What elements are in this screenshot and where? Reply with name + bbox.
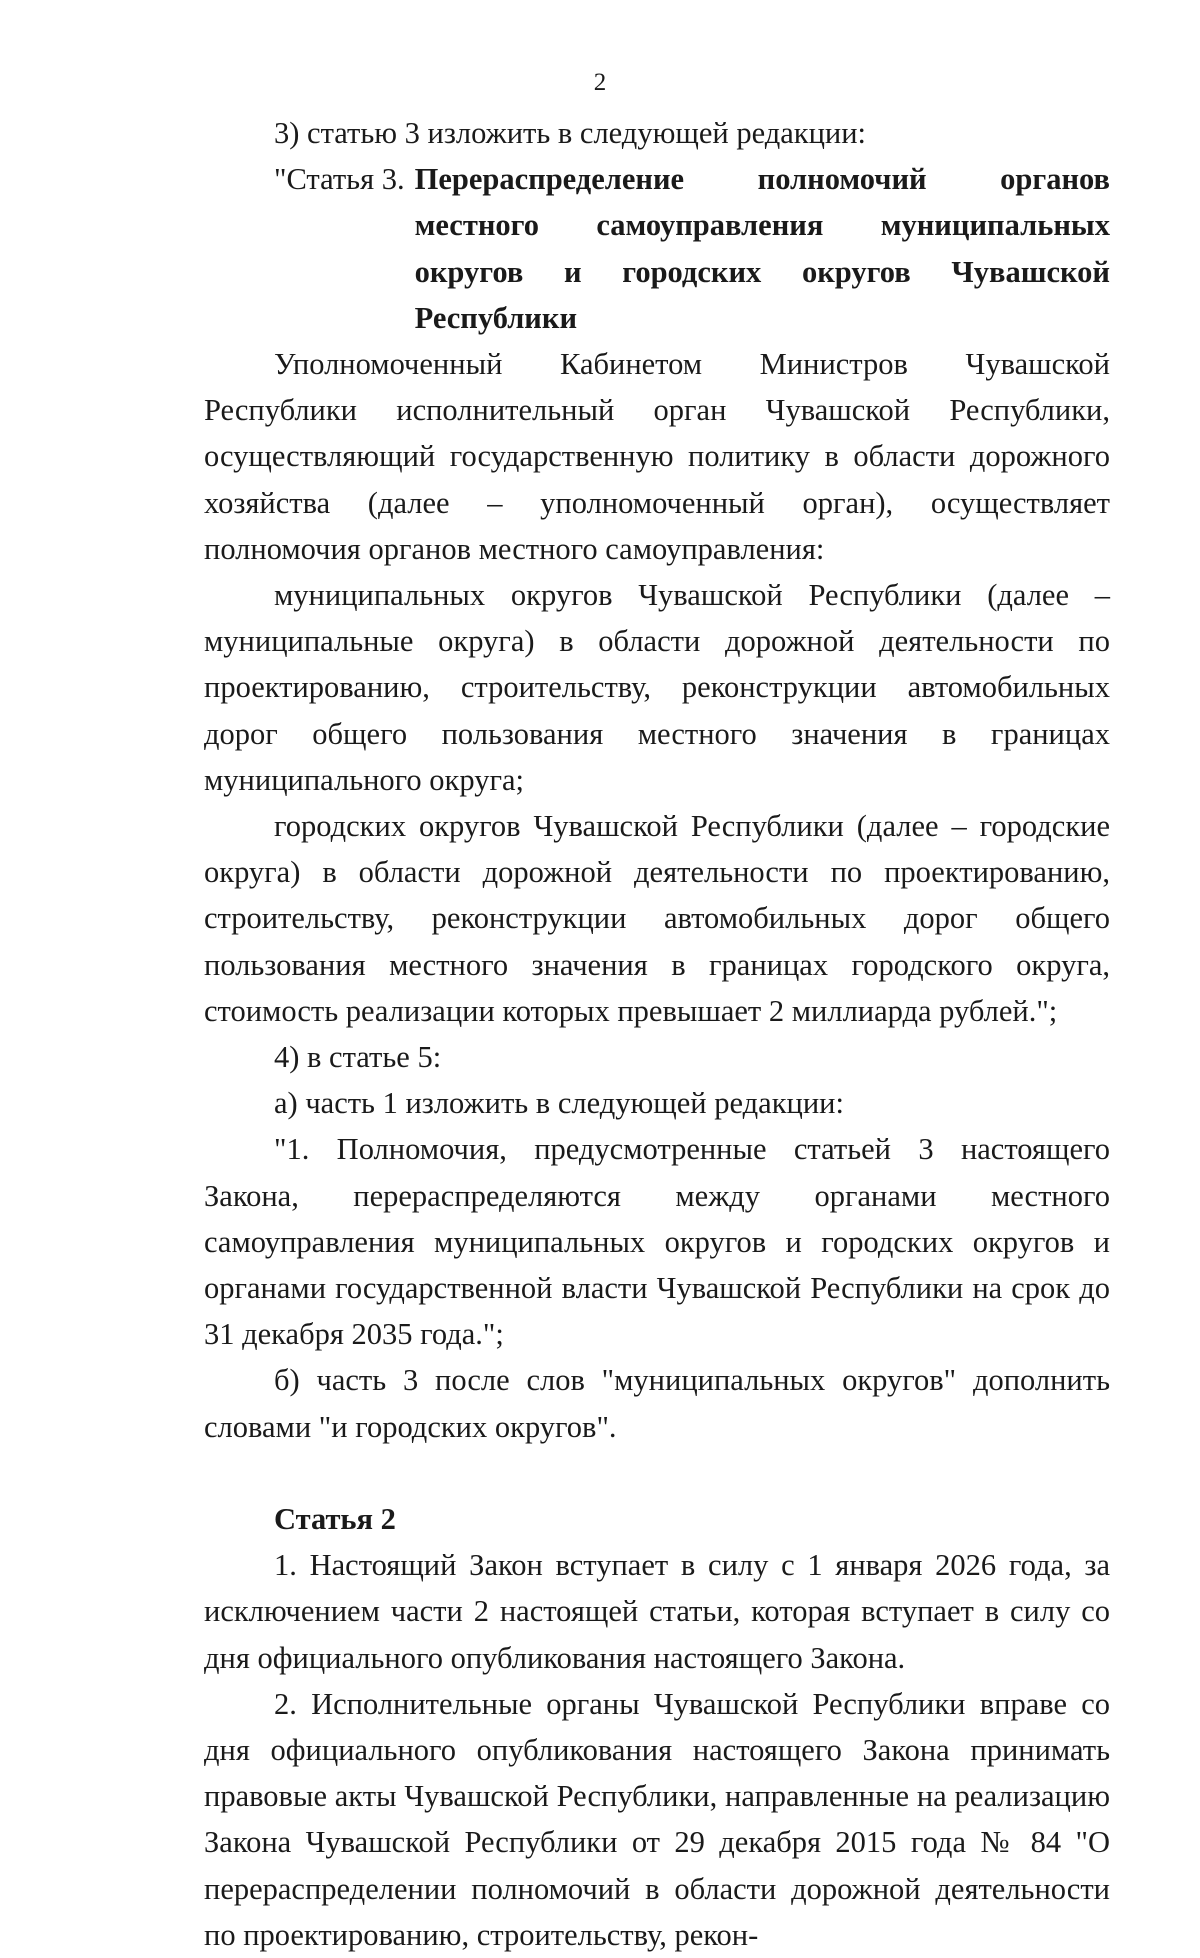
article-3-prefix: "Статья 3. xyxy=(274,162,405,197)
paragraph-amendment-3: 3) статью 3 изложить в следующей редакции: xyxy=(274,116,867,150)
paragraph-city-districts: городских округов Чувашской Республики (далее – городские округа) в области дорожной деятельности по проектированию, строительству, реконструкции автомобильных дорог общего пользования местного значения в границах городского округа, стоимость реализации которых превышает 2 миллиарда рублей."; xyxy=(204,809,1110,1028)
document-body xyxy=(204,110,1110,1958)
article-3-title: Перераспределение полномочий органов местного самоуправления муниципальных округов и городских округов Чувашской Республики xyxy=(414,162,1110,335)
paragraph-authorized-body: Уполномоченный Кабинетом Министров Чувашской Республики исполнительный орган Чувашской Республики, осуществляющий государственную политику в области дорожного хозяйства (далее – уполномоченный орган), осуществляет полномочия органов местного самоуправления: xyxy=(204,347,1110,566)
paragraph-part-a: а) часть 1 изложить в следующей редакции: xyxy=(274,1086,844,1121)
article-2-heading: Статья 2 xyxy=(274,1501,396,1536)
page-number: 2 xyxy=(593,69,607,96)
paragraph-part-b: б) часть 3 после слов "муниципальных округов" дополнить словами "и городских округов". xyxy=(204,1363,1110,1444)
paragraph-part-1-text: "1. Полномочия, предусмотренные статьей 3 настоящего Закона, перераспределяются между органами местного самоуправления муниципальных округов и городских округов и органами государственной власти Чувашской Республики на срок до 31 декабря 2035 года."; xyxy=(204,1132,1110,1352)
paragraph-article-2-part-1: 1. Настоящий Закон вступает в силу с 1 января 2026 года, за исключением части 2 настоящей статьи, которая вступает в силу со дня официального опубликования настоящего Закона. xyxy=(204,1548,1110,1675)
paragraph-amendment-4: 4) в статье 5: xyxy=(274,1040,442,1075)
paragraph-article-2-part-2: 2. Исполнительные органы Чувашской Республики вправе со дня официального опубликования настоящего Закона принимать правовые акты Чувашской Республики, направленные на реализацию Закона Чувашской Республики от 29 декабря 2015 года № 84 "О перераспределении полномочий в области дорожной деятельности по проектированию, строительству, рекон- xyxy=(204,1686,1110,1952)
article-3-heading xyxy=(204,156,1110,341)
paragraph-municipal-districts: муниципальных округов Чувашской Республики (далее – муниципальные округа) в области дорожной деятельности по проектированию, строительству, реконструкции автомобильных дорог общего пользования местного значения в границах муниципального округа; xyxy=(204,578,1110,797)
